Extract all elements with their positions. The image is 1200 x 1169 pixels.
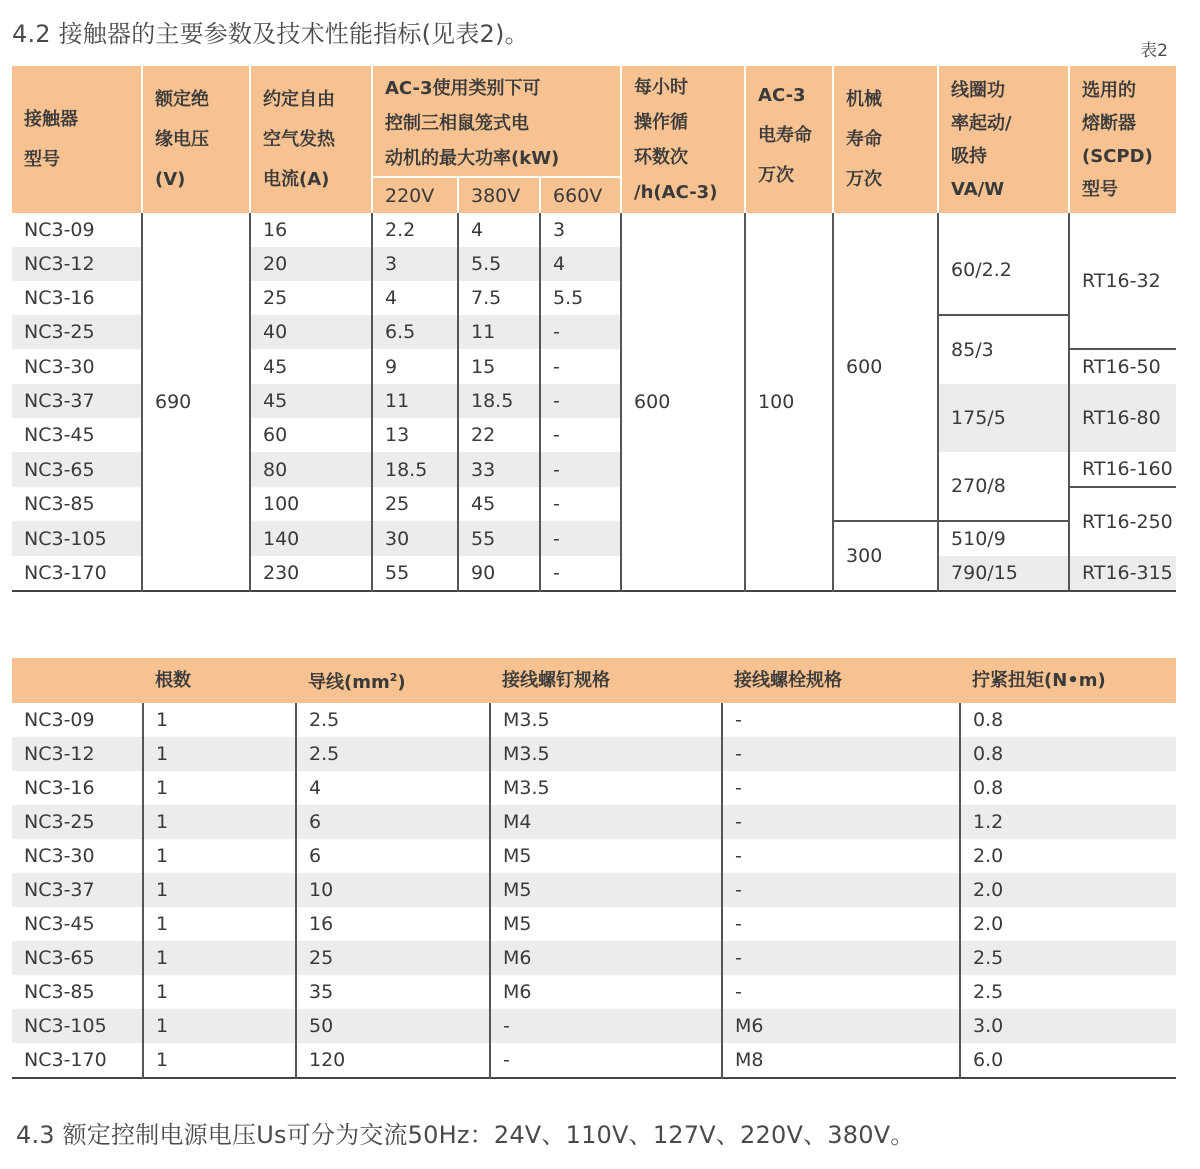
cell-model: NC3-45 — [24, 913, 95, 935]
cell-model: NC3-45 — [12, 418, 142, 452]
cell-terminal-bolt: M8 — [722, 1043, 960, 1078]
cell-cycles: 600 — [621, 213, 745, 591]
cell-power-220v: 3 — [372, 247, 458, 281]
cell-mechanical-life-300: 300 — [833, 521, 938, 591]
cell-power-220v: 25 — [372, 487, 458, 521]
cell-fuse-model: RT16-160 — [1069, 452, 1176, 487]
cell-terminal-screw: - — [490, 1043, 722, 1078]
cell-wire-size: 25 — [296, 941, 490, 975]
cell-power-380v: 7.5 — [458, 281, 540, 315]
cell-tightening-torque: 1.2 — [960, 805, 1176, 839]
cell-conductor-count: 1 — [143, 975, 296, 1009]
cell-conductor-count: 1 — [143, 941, 296, 975]
table-row — [12, 771, 1176, 805]
cell-power-660v: - — [540, 315, 621, 349]
header-model: 接触器 型号 — [24, 108, 78, 170]
cell-tightening-torque: 2.5 — [960, 975, 1176, 1009]
cell-model: NC3-105 — [12, 1009, 143, 1043]
cell-power-220v: 11 — [372, 384, 458, 418]
cell-power-220v: 13 — [372, 418, 458, 452]
cell-model: NC3-85 — [24, 981, 95, 1003]
cell-tightening-torque: 0.8 — [960, 703, 1176, 737]
cell-model: NC3-85 — [12, 487, 142, 521]
cell-terminal-screw: M6 — [490, 941, 722, 975]
table-row — [12, 839, 1176, 873]
contactor-parameters-body — [12, 213, 1176, 591]
cell-wire-size: 2.5 — [296, 703, 490, 737]
cell-wire-size: 6 — [296, 805, 490, 839]
cell-power-380v: 5.5 — [458, 247, 540, 281]
cell-terminal-screw: M5 — [490, 873, 722, 907]
cell-current: 140 — [250, 521, 372, 556]
cell-power-220v: 18.5 — [372, 452, 458, 487]
cell-current: 20 — [250, 247, 372, 281]
cell-conductor-count: 1 — [143, 703, 296, 737]
cell-terminal-screw: M5 — [490, 839, 722, 873]
table-number-label: 表2 — [1140, 41, 1168, 61]
cell-conductor-count: 1 — [143, 1009, 296, 1043]
header-fuse-model: 选用的 熔断器 (SCPD) 型号 — [1069, 66, 1176, 213]
cell-power-660v: - — [540, 521, 621, 556]
cell-model: NC3-12 — [12, 247, 142, 281]
cell-conductor-count: 1 — [143, 873, 296, 907]
cell-model: NC3-16 — [12, 281, 142, 315]
cell-model: NC3-37 — [12, 873, 143, 907]
cell-coil-power: 175/5 — [938, 384, 1069, 452]
cell-power-660v: 4 — [540, 247, 621, 281]
cell-terminal-bolt: - — [722, 737, 960, 771]
cell-tightening-torque: 3.0 — [960, 1009, 1176, 1043]
cell-terminal-screw: M3.5 — [490, 771, 722, 805]
cell-conductor-count: 1 — [143, 737, 296, 771]
cell-terminal-screw: - — [490, 1009, 722, 1043]
cell-power-660v: - — [540, 349, 621, 384]
cell-current: 45 — [250, 349, 372, 384]
header-660v: 660V — [540, 177, 621, 213]
cell-coil-power: 270/8 — [938, 452, 1069, 521]
header-terminal-screw: 接线螺钉规格 — [502, 669, 610, 691]
cell-power-380v: 11 — [458, 315, 540, 349]
cell-model: NC3-170 — [12, 556, 142, 591]
cell-fuse-model: RT16-315 — [1069, 556, 1176, 591]
cell-terminal-bolt: - — [722, 805, 960, 839]
cell-conductor-count: 1 — [143, 907, 296, 941]
table-row — [12, 1043, 1176, 1078]
cell-power-660v: 3 — [540, 213, 621, 247]
cell-power-220v: 55 — [372, 556, 458, 591]
table-row — [12, 805, 1176, 839]
cell-model: NC3-30 — [12, 349, 142, 384]
cell-fuse-model: RT16-32 — [1069, 213, 1176, 349]
header-voltage: 额定绝 缘电压 (V) — [142, 66, 250, 213]
cell-power-380v: 18.5 — [458, 384, 540, 418]
cell-power-660v: 5.5 — [540, 281, 621, 315]
header-380v: 380V — [458, 177, 540, 213]
cell-power-660v: - — [540, 384, 621, 418]
cell-fuse-model: RT16-50 — [1069, 349, 1176, 384]
header-wire-size: 导线$(mm^2)$ — [308, 671, 406, 693]
cell-model: NC3-170 — [24, 1049, 107, 1071]
cell-model: NC3-65 — [12, 452, 142, 487]
cell-power-220v: 2.2 — [372, 213, 458, 247]
cell-terminal-screw: M3.5 — [490, 737, 722, 771]
cell-power-380v: 22 — [458, 418, 540, 452]
cell-model: NC3-09 — [24, 709, 95, 731]
table-row — [12, 737, 1176, 771]
table-row — [12, 703, 1176, 737]
cell-power-660v: - — [540, 487, 621, 521]
cell-power-380v: 33 — [458, 452, 540, 487]
cell-tightening-torque: 2.0 — [960, 839, 1176, 873]
table-row — [12, 1009, 1176, 1043]
cell-tightening-torque: 2.0 — [960, 873, 1176, 907]
cell-wire-size: 120 — [296, 1043, 490, 1078]
cell-terminal-screw: M3.5 — [490, 703, 722, 737]
cell-current: 80 — [250, 452, 372, 487]
cell-model: NC3-12 — [12, 737, 143, 771]
cell-terminal-bolt: - — [722, 907, 960, 941]
cell-tightening-torque: 0.8 — [960, 737, 1176, 771]
section-heading-4-2: 4.2 接触器的主要参数及技术性能指标(见表2)。 — [12, 20, 529, 48]
cell-model: NC3-30 — [24, 845, 95, 867]
cell-terminal-bolt: - — [722, 771, 960, 805]
header-max-power: AC-3使用类别下可 控制三相鼠笼式电 动机的最大功率(kW) — [372, 66, 621, 177]
cell-tightening-torque: 0.8 — [960, 771, 1176, 805]
cell-current: 25 — [250, 281, 372, 315]
cell-power-380v: 55 — [458, 521, 540, 556]
cell-wire-size: 35 — [296, 975, 490, 1009]
cell-mechanical-life-600: 600 — [833, 213, 938, 521]
cell-conductor-count: 1 — [143, 839, 296, 873]
cell-fuse-model: RT16-250 — [1069, 487, 1176, 556]
cell-terminal-bolt: - — [722, 941, 960, 975]
cell-terminal-screw: M6 — [490, 975, 722, 1009]
wiring-specification-table — [12, 658, 1176, 1079]
wiring-specification-body — [12, 703, 1176, 1078]
cell-wire-size: 2.5 — [296, 737, 490, 771]
cell-power-380v: 45 — [458, 487, 540, 521]
cell-model: NC3-37 — [12, 384, 142, 418]
cell-terminal-bolt: - — [722, 703, 960, 737]
cell-conductor-count: 1 — [143, 1043, 296, 1078]
cell-model: NC3-65 — [12, 941, 143, 975]
cell-terminal-screw: M5 — [490, 907, 722, 941]
cell-terminal-bolt: M6 — [722, 1009, 960, 1043]
cell-power-220v: 30 — [372, 521, 458, 556]
header-cycles: 每小时 操作循 环数次 /h(AC-3) — [621, 66, 745, 213]
cell-current: 60 — [250, 418, 372, 452]
cell-power-380v: 4 — [458, 213, 540, 247]
cell-terminal-screw: M4 — [490, 805, 722, 839]
header-terminal-bolt: 接线螺栓规格 — [734, 669, 842, 691]
cell-wire-size: 4 — [296, 771, 490, 805]
cell-power-660v: - — [540, 556, 621, 591]
cell-wire-size: 10 — [296, 873, 490, 907]
cell-model: NC3-25 — [12, 315, 142, 349]
header-model-blank — [12, 658, 143, 703]
cell-power-380v: 90 — [458, 556, 540, 591]
cell-conductor-count: 1 — [143, 771, 296, 805]
header-tightening-torque: 拧紧扭矩(N•m) — [972, 669, 1106, 691]
cell-coil-power: 790/15 — [938, 556, 1069, 591]
header-current: 约定自由 空气发热 电流(A) — [250, 66, 372, 213]
table-row — [12, 975, 1176, 1009]
cell-fuse-model: RT16-80 — [1069, 384, 1176, 452]
cell-coil-power: 60/2.2 — [938, 213, 1069, 315]
header-coil-power: 线圈功 率起动/ 吸持 VA/W — [938, 66, 1069, 213]
cell-model: NC3-25 — [12, 805, 143, 839]
table-row — [12, 907, 1176, 941]
cell-power-380v: 15 — [458, 349, 540, 384]
table-row — [12, 941, 1176, 975]
cell-wire-size: 50 — [296, 1009, 490, 1043]
cell-current: 230 — [250, 556, 372, 591]
cell-power-660v: - — [540, 452, 621, 487]
cell-terminal-bolt: - — [722, 839, 960, 873]
cell-power-660v: - — [540, 418, 621, 452]
cell-power-220v: 9 — [372, 349, 458, 384]
cell-model: NC3-09 — [12, 213, 142, 247]
header-electrical-life: AC-3 电寿命 万次 — [745, 66, 833, 213]
cell-electrical-life: 100 — [745, 213, 833, 591]
section-note-4-3: 4.3 额定控制电源电压Us可分为交流50Hz：24V、110V、127V、220V、380V。 — [16, 1121, 915, 1149]
cell-conductor-count: 1 — [143, 805, 296, 839]
cell-current: 100 — [250, 487, 372, 521]
header-conductor-count: 根数 — [155, 669, 191, 691]
header-220v: 220V — [372, 177, 458, 213]
cell-coil-power: 85/3 — [938, 315, 1069, 384]
cell-tightening-torque: 2.5 — [960, 941, 1176, 975]
cell-current: 16 — [250, 213, 372, 247]
cell-tightening-torque: 2.0 — [960, 907, 1176, 941]
cell-terminal-bolt: - — [722, 975, 960, 1009]
contactor-parameters-table — [12, 66, 1176, 592]
cell-power-220v: 6.5 — [372, 315, 458, 349]
table-row — [12, 873, 1176, 907]
cell-current: 45 — [250, 384, 372, 418]
cell-tightening-torque: 6.0 — [960, 1043, 1176, 1078]
header-mechanical-life: 机械 寿命 万次 — [833, 66, 938, 213]
cell-wire-size: 16 — [296, 907, 490, 941]
cell-rated-voltage: 690 — [142, 213, 250, 591]
cell-model: NC3-105 — [12, 521, 142, 556]
cell-current: 40 — [250, 315, 372, 349]
cell-wire-size: 6 — [296, 839, 490, 873]
cell-terminal-bolt: - — [722, 873, 960, 907]
cell-model: NC3-16 — [24, 777, 95, 799]
cell-coil-power: 510/9 — [938, 521, 1069, 556]
cell-power-220v: 4 — [372, 281, 458, 315]
